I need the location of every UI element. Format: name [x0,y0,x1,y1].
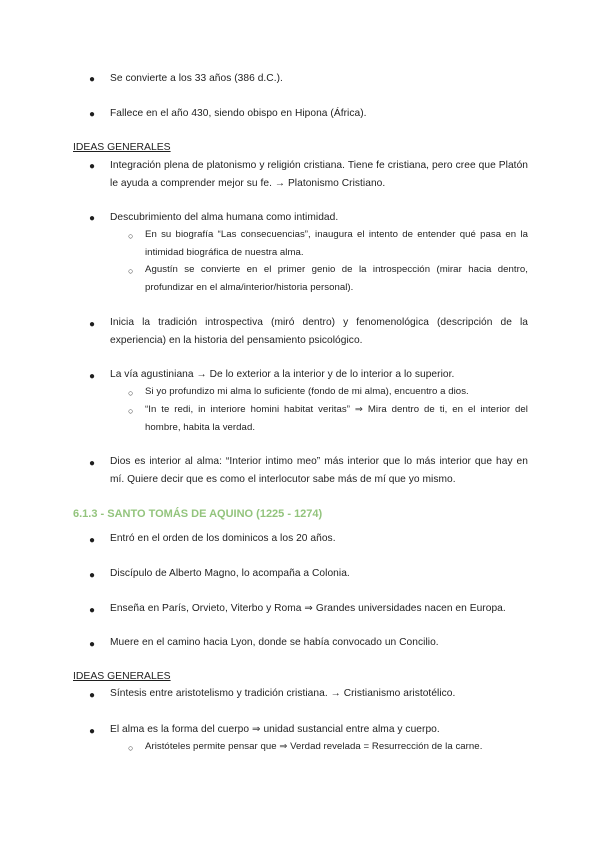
ideas-generales-heading: IDEAS GENERALES [73,142,171,153]
sub-bullet: ○ [128,743,134,753]
bullet: ● [89,213,96,224]
idea-item: Dios es interior al alma: “Interior intimo meo” más interior que lo más interior que hay en mí. Quiere decir que es como el interlocutor sabe más de mí que yo mismo. [110,456,528,485]
sub-item: En su biografía “Las consecuencias”, inaugura el intento de entender qué pasa en la intimidad biográfica de nuestra alma. [145,229,528,258]
bullet: ● [89,109,96,120]
idea-item: Descubrimiento del alma humana como intimidad. [110,212,339,223]
bio-item: Se convierte a los 33 años (386 d.C.). [110,73,283,84]
sub-bullet: ○ [128,231,134,241]
idea-item: La vía agustiniana → De lo exterior a la interior y de lo interior a lo superior. [110,369,455,380]
bullet: ● [89,570,96,581]
tomas-bio-item: Enseña en París, Orvieto, Viterbo y Roma ⇒ Grandes universidades nacen en Europa. [110,603,506,614]
bullet: ● [89,535,96,546]
bullet: ● [89,605,96,616]
sub-item: Si yo profundizo mi alma lo suficiente (fondo de mi alma), encuentro a dios. [145,386,469,397]
sub-bullet: ○ [128,266,134,276]
tomas-idea-item: El alma es la forma del cuerpo ⇒ unidad sustancial entre alma y cuerpo. [110,724,440,735]
tomas-bio-item: Muere en el camino hacia Lyon, donde se había convocado un Concilio. [110,637,439,648]
sub-item: “In te redi, in interiore homini habitat veritas” ⇒ Mira dentro de ti, en el interior del hombre, habita la verdad. [145,404,528,433]
sub-item: Agustín se convierte en el primer genio de la introspección (mirar hacia dentro, profundizar en el alma/interior/historia personal). [145,264,528,293]
section-title: 6.1.3 - SANTO TOMÁS DE AQUINO (1225 - 1274) [73,508,323,520]
tomas-idea-item: Síntesis entre aristotelismo y tradición cristiana. → Cristianismo aristotélico. [110,688,456,699]
bullet: ● [89,639,96,650]
bullet: ● [89,726,96,737]
bullet: ● [89,690,96,701]
bullet: ● [89,74,96,85]
tomas-bio-item: Entró en el orden de los dominicos a los 20 años. [110,533,336,544]
bio-item: Fallece en el año 430, siendo obispo en Hipona (África). [110,108,367,119]
bullet: ● [89,371,96,382]
idea-item: Inicia la tradición introspectiva (miró dentro) y fenomenológica (descripción de la experiencia) en la historia del pensamiento psicológico. [110,317,528,346]
idea-item: Integración plena de platonismo y religión cristiana. Tiene fe cristiana, pero cree que Platón le ayuda a comprender mejor su fe. → Platonismo Cristiano. [110,160,528,189]
sub-bullet: ○ [128,406,134,416]
sub-bullet: ○ [128,388,134,398]
bullet: ● [89,319,96,330]
tomas-bio-item: Discípulo de Alberto Magno, lo acompaña a Colonia. [110,568,350,579]
bullet: ● [89,458,96,469]
bullet: ● [89,161,96,172]
ideas-generales-heading: IDEAS GENERALES [73,671,171,682]
sub-item: Aristóteles permite pensar que ⇒ Verdad revelada = Resurrección de la carne. [145,741,483,752]
